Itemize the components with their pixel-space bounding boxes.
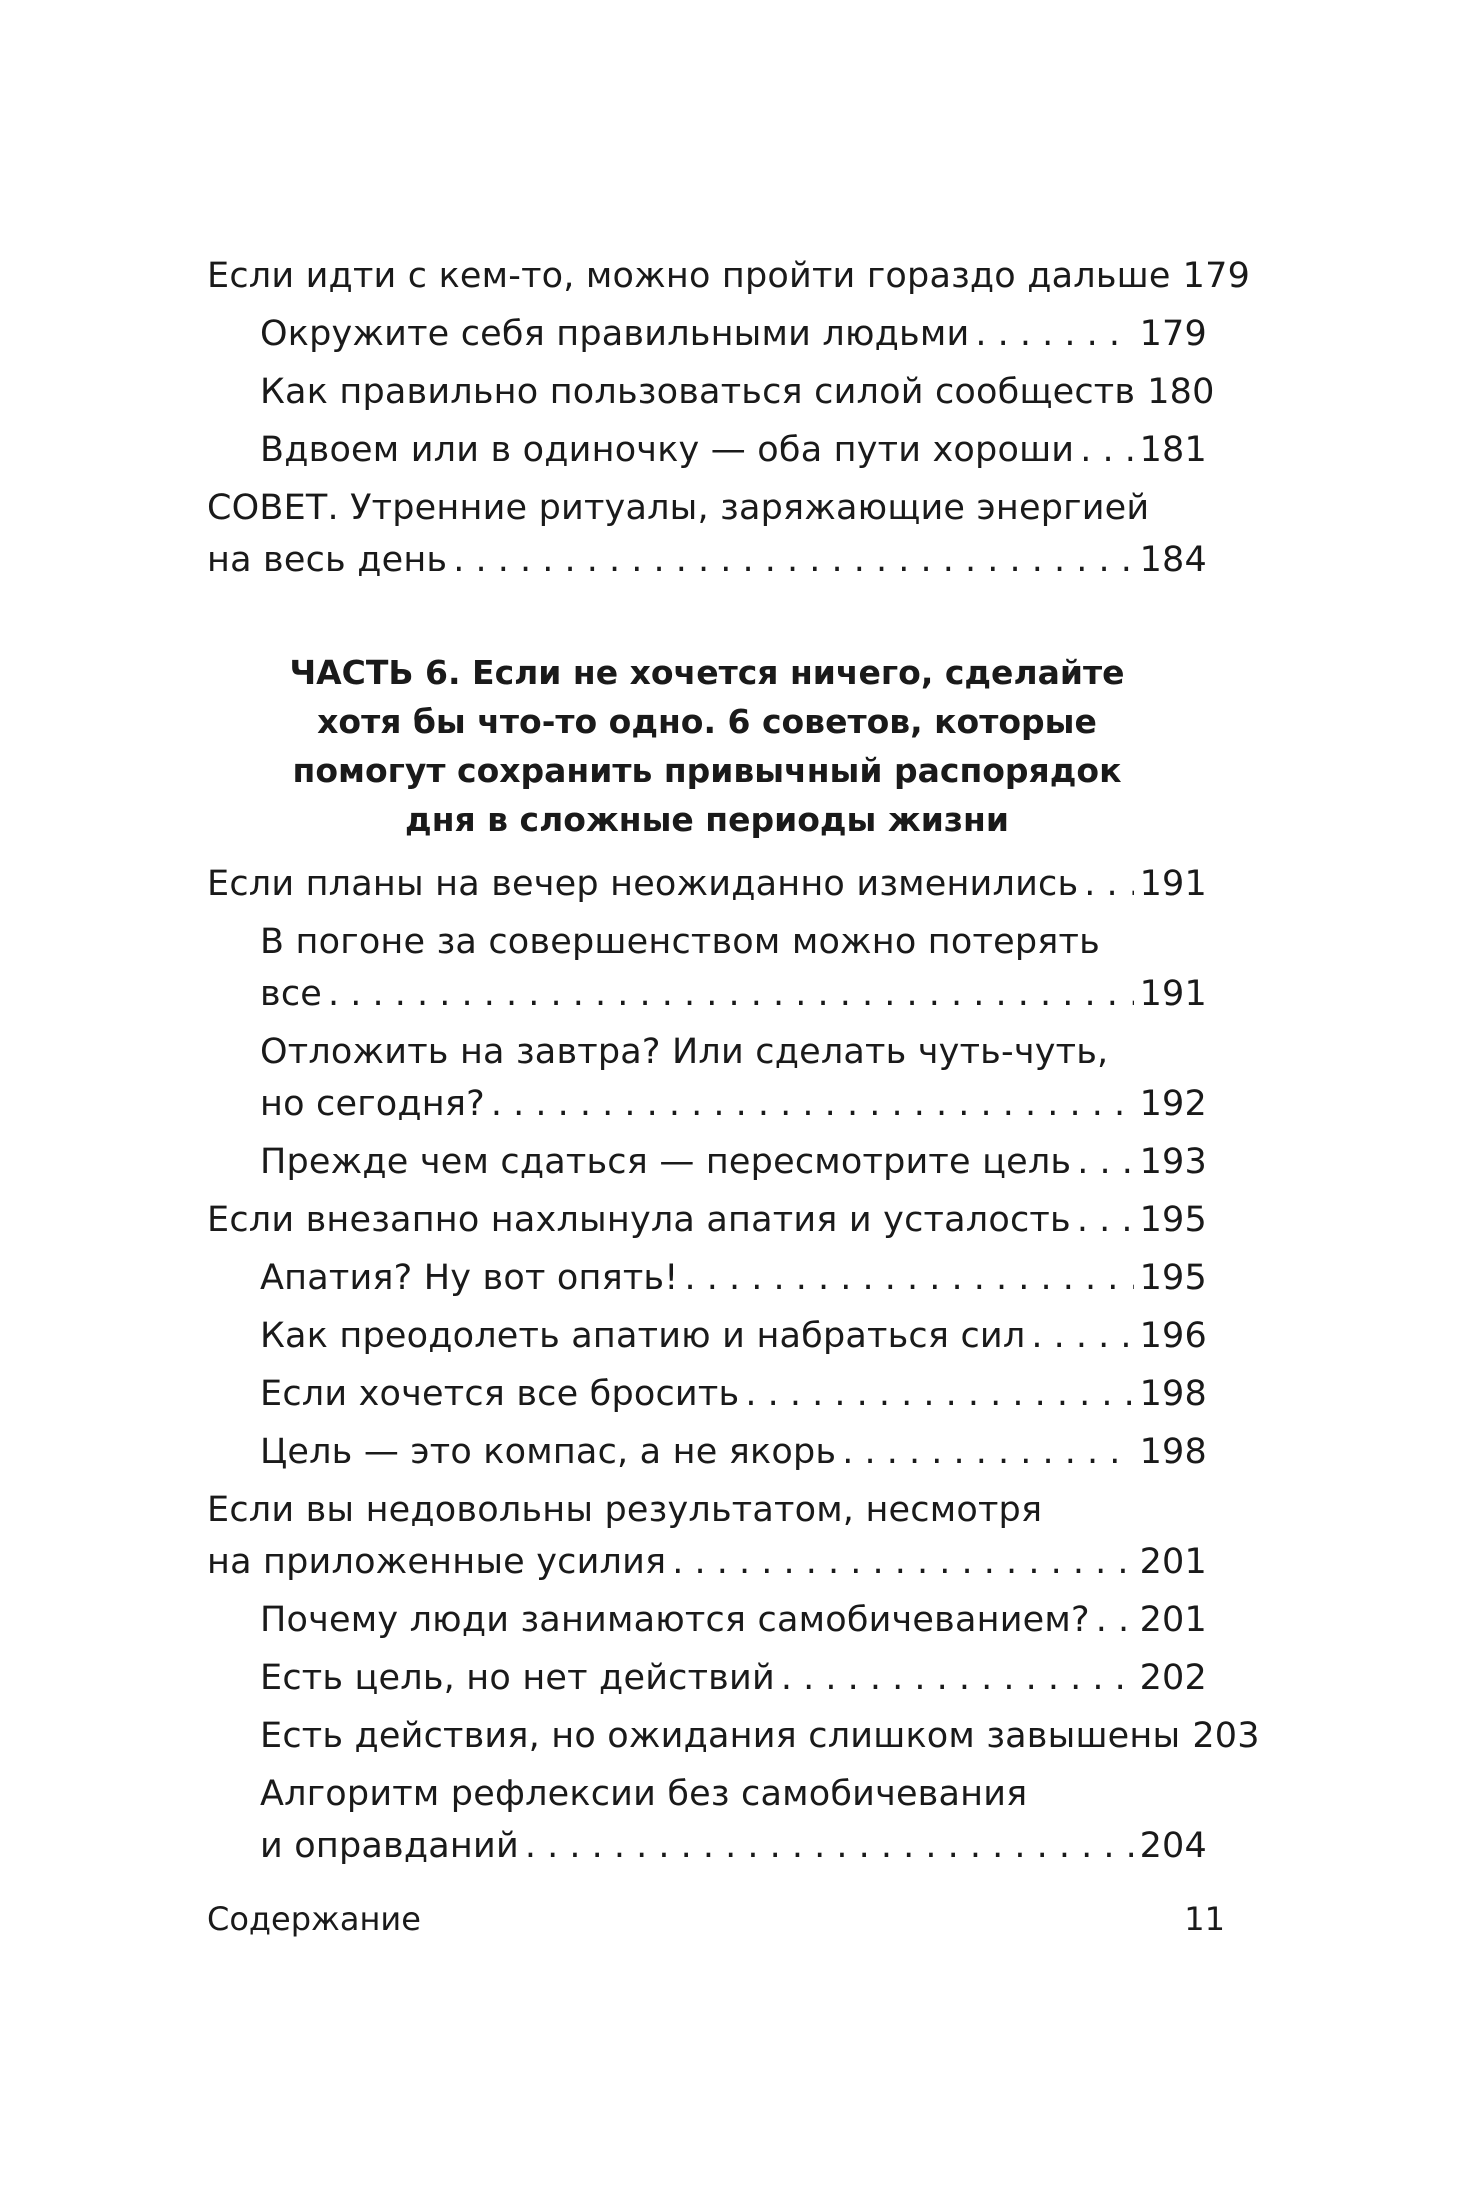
toc-entry-line [260, 1078, 1207, 1130]
dot-leader [745, 1368, 1133, 1420]
dot-leader [1031, 1310, 1133, 1362]
toc-entry-page: 198 [1139, 1374, 1207, 1414]
toc-entry [207, 858, 1207, 910]
toc-list-top [207, 250, 1251, 586]
dot-leader [453, 534, 1133, 586]
toc-entry-line [260, 1652, 1207, 1704]
toc-entry [207, 1652, 1207, 1704]
toc-entry-title: Если планы на вечер неожиданно изменились [207, 864, 1079, 904]
toc-entry [207, 1136, 1207, 1188]
toc-entry [207, 1768, 1207, 1872]
toc-entry [207, 1710, 1260, 1762]
dot-leader [1084, 858, 1133, 910]
toc-entry [207, 424, 1207, 476]
toc-entry-line [207, 534, 1207, 586]
toc-entry-line [207, 1194, 1207, 1246]
toc-entry-page: 184 [1139, 540, 1207, 580]
toc-entry-page: 191 [1139, 864, 1207, 904]
toc-entry-title: Если хочется все бросить [260, 1374, 740, 1414]
dot-leader [1080, 424, 1133, 476]
toc-entry-title-line: Алгоритм рефлексии без самобичевания [260, 1774, 1028, 1814]
toc-entry [207, 1368, 1207, 1420]
toc-entry [207, 1594, 1207, 1646]
toc-entry-page: 204 [1139, 1826, 1207, 1866]
table-of-contents [207, 250, 1260, 1872]
toc-entry-title: Вдвоем или в одиночку — оба пути хороши [260, 430, 1075, 470]
toc-entry [207, 366, 1215, 418]
footer-page-number: 11 [1184, 1900, 1225, 1938]
toc-entry-title-line: Отложить на завтра? Или сделать чуть-чуть, [260, 1032, 1109, 1072]
toc-entry-title: на весь день [207, 540, 448, 580]
toc-entry-line [260, 968, 1207, 1020]
toc-entry [207, 1194, 1207, 1246]
part-heading: ЧАСТЬ 6. Если не хочется ничего, сделайте хотя бы что-то одно. 6 советов, которые помогут сохранить привычный распорядок дня в сложные периоды жизни [289, 653, 1125, 839]
toc-entry [207, 482, 1207, 586]
toc-entry-page: 202 [1139, 1658, 1207, 1698]
page-footer [207, 1900, 1225, 1938]
toc-entry-title: Прежде чем сдаться — пересмотрите цель [260, 1142, 1072, 1182]
dot-leader [525, 1820, 1134, 1872]
toc-entry [207, 916, 1207, 1020]
toc-entry-line [260, 1710, 1260, 1762]
dot-leader [975, 308, 1133, 360]
toc-entry-title-line: СОВЕТ. Утренние ритуалы, заряжающие энергией [207, 488, 1150, 528]
toc-entry-line [260, 424, 1207, 476]
toc-entry [207, 1026, 1207, 1130]
toc-entry-line [260, 1426, 1207, 1478]
toc-entry-title: Как преодолеть апатию и набраться сил [260, 1316, 1026, 1356]
toc-entry-page: 179 [1139, 314, 1207, 354]
toc-entry-page: 192 [1139, 1084, 1207, 1124]
toc-entry-line [260, 366, 1215, 418]
toc-entry-title: но сегодня? [260, 1084, 485, 1124]
toc-entry-line [260, 308, 1207, 360]
toc-entry-page: 196 [1139, 1316, 1207, 1356]
toc-entry-line [260, 1820, 1207, 1872]
toc-entry-title: на приложенные усилия [207, 1542, 667, 1582]
dot-leader [1077, 1136, 1133, 1188]
toc-entry-title-line: Если вы недовольны результатом, несмотря [207, 1490, 1043, 1530]
dot-leader [1096, 1594, 1134, 1646]
dot-leader [491, 1078, 1134, 1130]
toc-entry [207, 1484, 1207, 1588]
toc-entry-title: Если внезапно нахлынула апатия и усталость [207, 1200, 1071, 1240]
dot-leader [328, 968, 1134, 1020]
toc-entry-page: 193 [1139, 1142, 1207, 1182]
toc-entry [207, 1252, 1207, 1304]
toc-entry-title: Есть действия, но ожидания слишком завышены [260, 1716, 1181, 1756]
dot-leader [672, 1536, 1133, 1588]
toc-entry-line [207, 250, 1251, 302]
toc-entry-line [260, 1310, 1207, 1362]
toc-entry-page: 191 [1139, 974, 1207, 1014]
toc-entry-line [207, 858, 1207, 910]
dot-leader [842, 1426, 1133, 1478]
footer-section-title: Содержание [207, 1900, 421, 1938]
toc-entry-title: Почему люди занимаются самобичеванием? [260, 1600, 1090, 1640]
toc-entry-line [260, 1594, 1207, 1646]
toc-entry-page: 201 [1139, 1542, 1207, 1582]
toc-entry-title: Если идти с кем-то, можно пройти гораздо дальше [207, 256, 1171, 296]
toc-entry-page: 195 [1139, 1200, 1207, 1240]
toc-entry-line [260, 1136, 1207, 1188]
toc-entry-page: 195 [1139, 1258, 1207, 1298]
dot-leader [781, 1652, 1134, 1704]
dot-leader [1077, 1194, 1134, 1246]
dot-leader [684, 1252, 1133, 1304]
toc-entry [207, 1310, 1207, 1362]
toc-list-bottom [207, 858, 1260, 1872]
toc-entry-line [207, 1536, 1207, 1588]
toc-entry-line [260, 1368, 1207, 1420]
toc-entry [207, 1426, 1207, 1478]
toc-entry-page: 181 [1139, 430, 1207, 470]
toc-entry-title: Как правильно пользоваться силой сообществ [260, 372, 1136, 412]
toc-entry-page: 179 [1182, 256, 1251, 296]
toc-entry-title: Цель — это компас, а не якорь [260, 1432, 837, 1472]
toc-entry [207, 308, 1207, 360]
toc-entry-title: все [260, 974, 323, 1014]
toc-entry-title: и оправданий [260, 1826, 519, 1866]
toc-entry-title: Есть цель, но нет действий [260, 1658, 775, 1698]
toc-entry-page: 198 [1139, 1432, 1207, 1472]
toc-entry-title: Апатия? Ну вот опять! [260, 1258, 679, 1298]
toc-entry-title: Окружите себя правильными людьми [260, 314, 970, 354]
toc-entry-page: 201 [1139, 1600, 1207, 1640]
toc-entry-page: 180 [1147, 372, 1215, 412]
toc-entry-line [260, 1252, 1207, 1304]
toc-entry [207, 250, 1251, 302]
toc-entry-title-line: В погоне за совершенством можно потерять [260, 922, 1100, 962]
toc-entry-page: 203 [1192, 1716, 1260, 1756]
